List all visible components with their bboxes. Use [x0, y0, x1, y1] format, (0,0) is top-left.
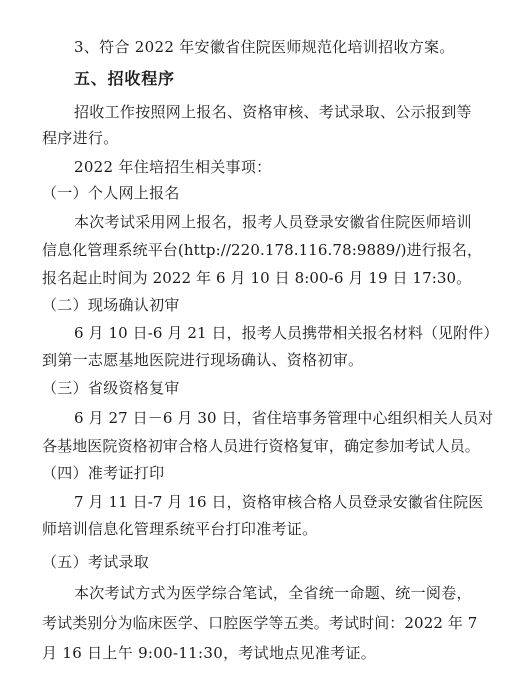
subsection-3-heading: （三）省级资格复审	[42, 379, 180, 397]
subsection-1-line-2: 信息化管理系统平台(http://220.178.116.78:9889/)进行报名，	[42, 241, 483, 259]
subsection-4-line-2: 师培训信息化管理系统平台打印准考证。	[42, 520, 318, 538]
intro-paragraph-line-2: 程序进行。	[42, 129, 119, 147]
subsection-1-heading: （一）个人网上报名	[42, 184, 180, 202]
subsection-2-line-1: 6 月 10 日-6 月 21 日，报考人员携带相关报名材料（见附件）	[74, 324, 499, 342]
subsection-5-heading: （五）考试录取	[42, 553, 150, 571]
intro-paragraph-line-1: 招收工作按照网上报名、资格审核、考试录取、公示报到等	[74, 103, 472, 121]
subsection-2-line-2: 到第一志愿基地医院进行现场确认、资格初审。	[42, 351, 364, 369]
subsection-4-line-1: 7 月 11 日-7 月 16 日，资格审核合格人员登录安徽省住院医	[74, 493, 484, 511]
subsection-3-line-2: 各基地医院资格初审合格人员进行资格复审，确定参加考试人员。	[42, 437, 480, 455]
subsection-5-line-1: 本次考试方式为医学综合笔试，全省统一命题、统一阅卷，	[74, 584, 472, 602]
subsection-2-heading: （二）现场确认初审	[42, 296, 180, 314]
subsection-1-line-3: 报名起止时间为 2022 年 6 月 10 日 8:00-6 月 19 日 17:30。	[42, 269, 472, 287]
subsection-3-line-1: 6 月 27 日－6 月 30 日，省住培事务管理中心组织相关人员对	[74, 409, 494, 427]
subsection-4-heading: （四）准考证打印	[42, 464, 165, 482]
subsection-1-line-1: 本次考试采用网上报名，报考人员登录安徽省住院医师培训	[74, 213, 472, 231]
subsection-5-line-3: 月 16 日上午 9:00-11:30，考试地点见准考证。	[42, 644, 377, 662]
year-notice-line: 2022 年住培招生相关事项：	[74, 158, 272, 176]
item-3-text: 3、符合 2022 年安徽省住院医师规范化培训招收方案。	[74, 38, 455, 56]
section-5-heading: 五、招收程序	[74, 69, 175, 88]
subsection-5-line-2: 考试类别分为临床医学、口腔医学等五类。考试时间：2022 年 7	[42, 614, 478, 632]
